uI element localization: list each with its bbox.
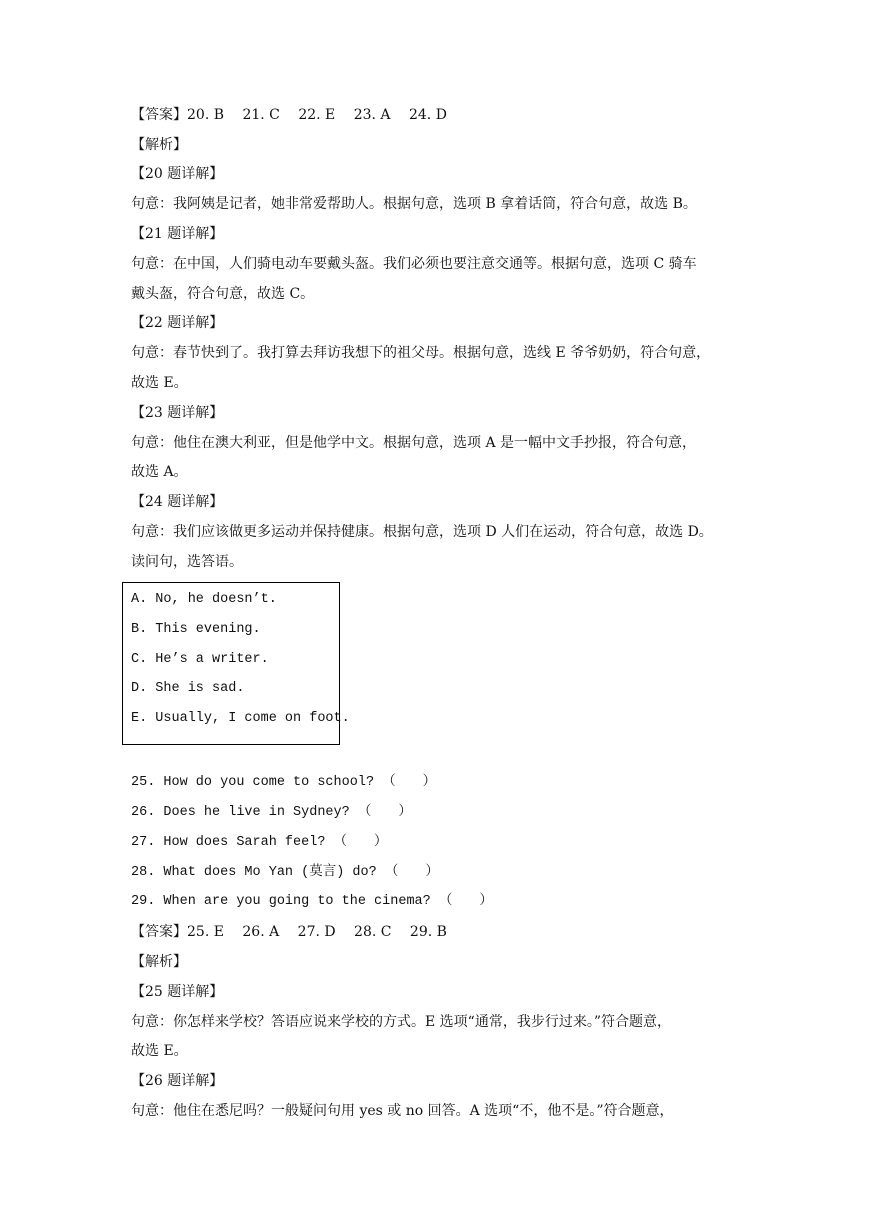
q26-heading: 【26 题详解】 xyxy=(131,1073,224,1089)
option-c: C. He’s a writer. xyxy=(131,652,269,667)
analysis-heading-2: 【解析】 xyxy=(131,954,187,970)
q21-heading: 【21 题详解】 xyxy=(131,226,224,242)
q22-explanation-line2: 故选 E。 xyxy=(131,375,188,391)
question-25: 25. How do you come to school? （ ） xyxy=(131,775,437,790)
q20-heading: 【20 题详解】 xyxy=(131,166,224,182)
q22-heading: 【22 题详解】 xyxy=(131,315,224,331)
options-box xyxy=(122,582,350,745)
q25-heading: 【25 题详解】 xyxy=(131,984,224,1000)
q23-explanation-line2: 故选 A。 xyxy=(131,464,188,480)
option-d: D. She is sad. xyxy=(131,681,245,696)
q24-explanation: 句意：我们应该做更多运动并保持健康。根据句意，选项 D 人们在运动，符合句意，故选 D。 xyxy=(131,524,713,540)
q22-explanation-line1: 句意：春节快到了。我打算去拜访我想下的祖父母。根据句意，选线 E 爷爷奶奶，符合句意， xyxy=(131,345,711,361)
q24-heading: 【24 题详解】 xyxy=(131,494,224,510)
q25-explanation-line2: 故选 E。 xyxy=(131,1043,188,1059)
question-26: 26. Does he live in Sydney? （ ） xyxy=(131,805,412,820)
q20-explanation: 句意：我阿姨是记者，她非常爱帮助人。根据句意，选项 B 拿着话筒，符合句意，故选 B。 xyxy=(131,196,697,212)
q21-explanation-line1: 句意：在中国，人们骑电动车要戴头盔。我们必须也要注意交通等。根据句意，选项 C 骑车 xyxy=(131,256,697,272)
q25-explanation-line1: 句意：你怎样来学校？答语应说来学校的方式。E 选项“通常，我步行过来。”符合题意， xyxy=(131,1014,671,1030)
question-28: 28. What does Mo Yan (莫言) do? （ ） xyxy=(131,865,439,880)
q23-explanation-line1: 句意：他住在澳大利亚，但是他学中文。根据句意，选项 A 是一幅中文手抄报，符合句意， xyxy=(131,435,697,451)
answer-line-25-29: 【答案】25. E 26. A 27. D 28. C 29. B xyxy=(131,924,447,940)
section-instruction: 读问句，选答语。 xyxy=(131,554,243,570)
q21-explanation-line2: 戴头盔，符合句意，故选 C。 xyxy=(131,286,315,302)
option-b: B. This evening. xyxy=(131,622,261,637)
q26-explanation-line1: 句意：他住在悉尼吗？一般疑问句用 yes 或 no 回答。A 选项“不，他不是。”符合题意， xyxy=(131,1103,674,1119)
question-27: 27. How does Sarah feel? （ ） xyxy=(131,835,388,850)
answer-line-20-24: 【答案】20. B 21. C 22. E 23. A 24. D xyxy=(131,107,447,123)
q23-heading: 【23 题详解】 xyxy=(131,405,224,421)
analysis-heading: 【解析】 xyxy=(131,137,187,153)
option-e: E. Usually, I come on foot. xyxy=(131,711,350,726)
question-29: 29. When are you going to the cinema? （ ） xyxy=(131,894,493,909)
option-a: A. No, he doesn’t. xyxy=(131,592,277,607)
